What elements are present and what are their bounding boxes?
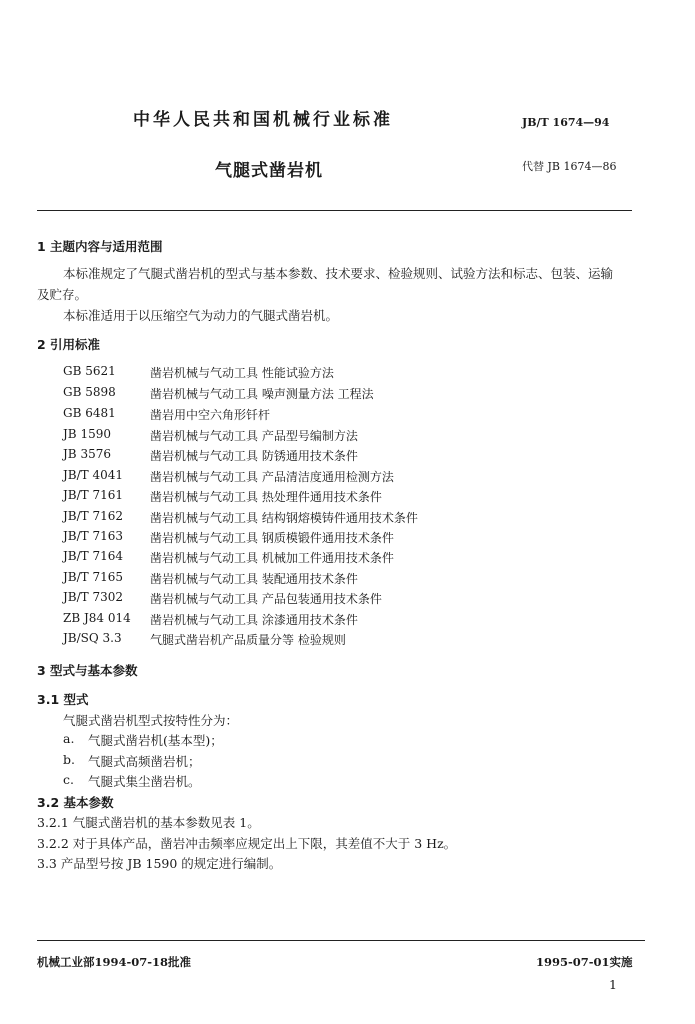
ref-code: JB/T 4041 bbox=[63, 468, 124, 482]
ref-code: GB 5898 bbox=[63, 385, 116, 399]
ref-name: 气腿式凿岩机产品质量分等 检验规则 bbox=[150, 633, 346, 647]
ref-name: 凿岩用中空六角形钎杆 bbox=[150, 408, 271, 422]
section-3-3: 3.3 产品型号按 JB 1590 的规定进行编制。 bbox=[37, 856, 282, 871]
list-item-text: 气腿式集尘凿岩机。 bbox=[88, 774, 201, 789]
ref-code: JB/T 7161 bbox=[63, 488, 124, 502]
list-item-label: c. bbox=[63, 772, 74, 787]
ref-name: 凿岩机械与气动工具 涂漆通用技术条件 bbox=[150, 613, 358, 627]
list-item-label: a. bbox=[63, 731, 75, 746]
ref-name: 凿岩机械与气动工具 结构钢熔模铸件通用技术条件 bbox=[150, 511, 418, 525]
ref-name: 凿岩机械与气动工具 产品包装通用技术条件 bbox=[150, 592, 382, 606]
approval-date: 机械工业部1994-07-18批准 bbox=[37, 955, 192, 969]
ref-name: 凿岩机械与气动工具 机械加工件通用技术条件 bbox=[150, 551, 394, 565]
standard-code: JB/T 1674—94 bbox=[522, 116, 610, 129]
footer-divider bbox=[37, 940, 645, 941]
ref-code: GB 6481 bbox=[63, 406, 116, 420]
list-item-text: 气腿式高频凿岩机； bbox=[88, 754, 201, 769]
header-divider bbox=[37, 210, 632, 211]
ref-code: JB/T 7163 bbox=[63, 529, 124, 543]
document-title: 气腿式凿岩机 bbox=[215, 161, 323, 181]
list-item-text: 气腿式凿岩机(基本型)； bbox=[88, 733, 223, 748]
section-1-heading: 1 主题内容与适用范围 bbox=[37, 239, 163, 254]
section-3-2-heading: 3.2 基本参数 bbox=[37, 795, 114, 810]
ref-code: JB/T 7165 bbox=[63, 570, 124, 584]
effective-date: 1995-07-01实施 bbox=[536, 955, 633, 969]
ref-code: JB/T 7164 bbox=[63, 549, 124, 563]
ref-code: ZB J84 014 bbox=[63, 611, 131, 625]
ref-code: JB 3576 bbox=[63, 447, 111, 461]
section-3-2-2: 3.2.2 对于具体产品，凿岩冲击频率应规定出上下限，其差值不大于 3 Hz。 bbox=[37, 836, 457, 851]
section-3-1-intro: 气腿式凿岩机型式按特性分为： bbox=[63, 713, 239, 728]
page-number: 1 bbox=[609, 977, 617, 992]
section-1-para-1-line-1: 本标准规定了气腿式凿岩机的型式与基本参数、技术要求、检验规则、试验方法和标志、包装、运输 bbox=[63, 266, 614, 281]
ref-code: JB/SQ 3.3 bbox=[63, 631, 122, 645]
ref-name: 凿岩机械与气动工具 防锈通用技术条件 bbox=[150, 449, 358, 463]
ref-name: 凿岩机械与气动工具 钢质模锻件通用技术条件 bbox=[150, 531, 394, 545]
ref-name: 凿岩机械与气动工具 装配通用技术条件 bbox=[150, 572, 358, 586]
standard-title: 中华人民共和国机械行业标准 bbox=[133, 110, 393, 130]
ref-code: JB 1590 bbox=[63, 427, 111, 441]
section-3-2-1: 3.2.1 气腿式凿岩机的基本参数见表 1。 bbox=[37, 815, 260, 830]
ref-name: 凿岩机械与气动工具 性能试验方法 bbox=[150, 366, 334, 380]
ref-name: 凿岩机械与气动工具 噪声测量方法 工程法 bbox=[150, 387, 374, 401]
ref-name: 凿岩机械与气动工具 产品清洁度通用检测方法 bbox=[150, 470, 394, 484]
list-item-label: b. bbox=[63, 752, 75, 767]
ref-code: GB 5621 bbox=[63, 364, 116, 378]
ref-code: JB/T 7302 bbox=[63, 590, 124, 604]
section-1-para-1-line-2: 及贮存。 bbox=[37, 287, 88, 302]
section-3-1-heading: 3.1 型式 bbox=[37, 692, 89, 707]
section-3-heading: 3 型式与基本参数 bbox=[37, 663, 138, 678]
ref-code: JB/T 7162 bbox=[63, 509, 124, 523]
replaces-note: 代替 JB 1674—86 bbox=[522, 160, 617, 173]
section-1-para-2: 本标准适用于以压缩空气为动力的气腿式凿岩机。 bbox=[63, 308, 339, 323]
section-2-heading: 2 引用标准 bbox=[37, 337, 101, 352]
ref-name: 凿岩机械与气动工具 热处理件通用技术条件 bbox=[150, 490, 382, 504]
ref-name: 凿岩机械与气动工具 产品型号编制方法 bbox=[150, 429, 358, 443]
